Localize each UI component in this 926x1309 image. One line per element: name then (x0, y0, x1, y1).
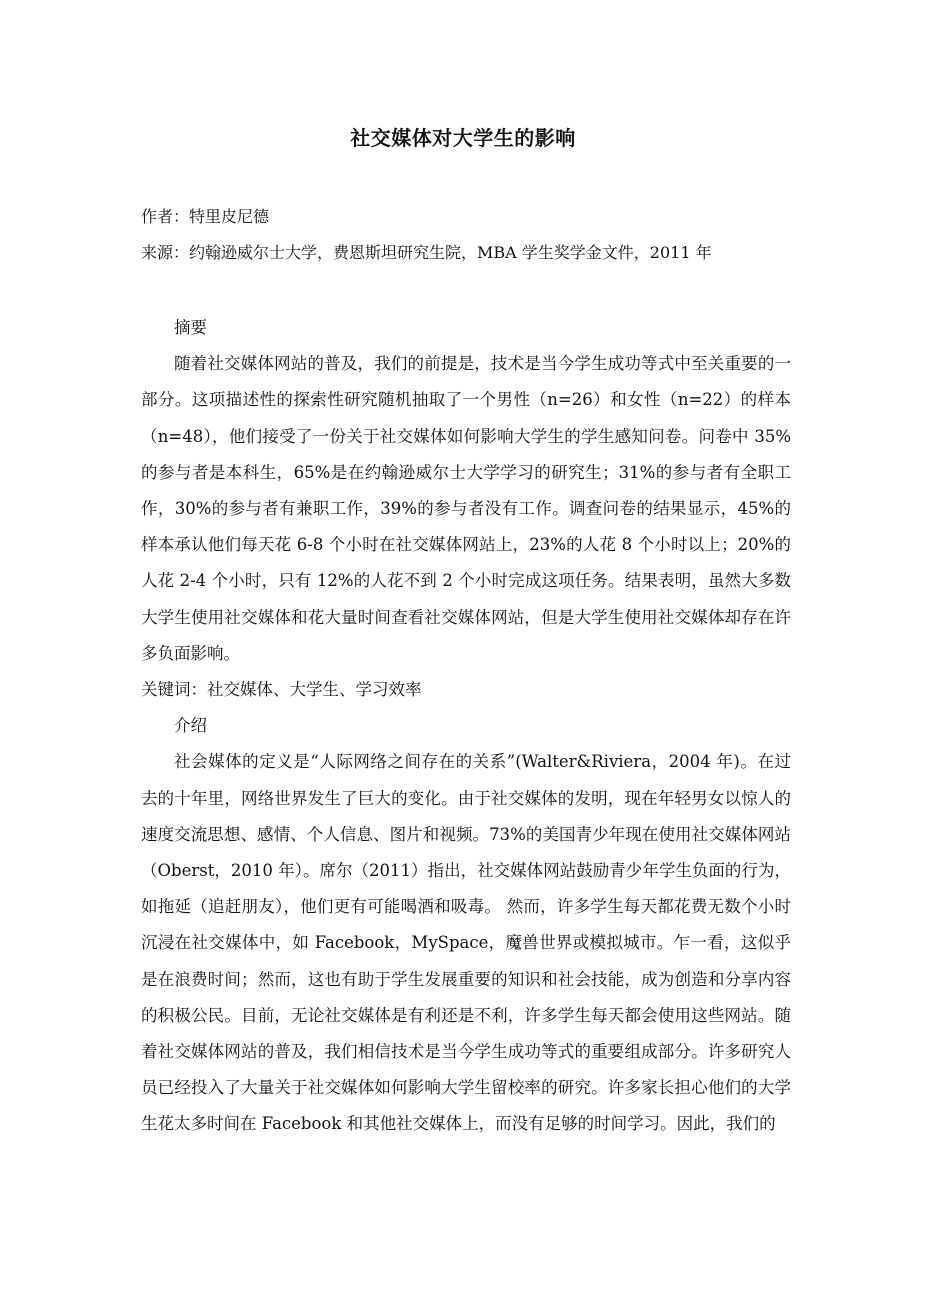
document-title: 社交媒体对大学生的影响 (350, 126, 576, 150)
keywords-line: 关键词：社交媒体、大学生、学习效率 (141, 680, 422, 700)
abstract-paragraph: 随着社交媒体网站的普及，我们的前提是，技术是当今学生成功等式中至关重要的一部分。这项描述性的探索性研究随机抽取了一个男性（n=26）和女性（n=22）的样本（n=48），他们接受了一份关于社交媒体如何影响大学生的学生感知问卷。问卷中 35%的参与者是本科生，65%是在约翰逊威尔士大学学习的研究生；31%的参与者有全职工作，30%的参与者有兼职工作，39%的参与者没有工作。调查问卷的结果显示，45%的样本承认他们每天花 6-8 个小时在社交媒体网站上，23%的人花 8 个小时以上；20%的人花 2-4 个小时，只有 12%的人花不到 2 个小时完成这项任务。结果表明，虽然大多数大学生使用社交媒体和花大量时间查看社交媒体网站，但是大学生使用社交媒体却存在许多负面影响。 (141, 354, 791, 663)
abstract-heading: 摘要 (174, 318, 207, 337)
source-line: 来源：约翰逊威尔士大学，费恩斯坦研究生院，MBA 学生奖学金文件，2011 年 (141, 243, 712, 262)
introduction-heading: 介绍 (174, 716, 207, 736)
introduction-paragraph: 社会媒体的定义是“人际网络之间存在的关系”(Walter&Riviera，2004 年)。在过去的十年里，网络世界发生了巨大的变化。由于社交媒体的发明，现在年轻男女以惊人的速度交流思想、感情、个人信息、图片和视频。73%的美国青少年现在使用社交媒体网站（Oberst，2010 年）。席尔（2011）指出，社交媒体网站鼓励青少年学生负面的行为，如拖延（追赶朋友），他们更有可能喝酒和吸毒。 然而，许多学生每天都花费无数个小时沉浸在社交媒体中，如 Facebook，MySpace，魔兽世界或模拟城市。乍一看，这似乎是在浪费时间；然而，这也有助于学生发展重要的知识和社会技能，成为创造和分享内容的积极公民。目前，无论社交媒体是有利还是不利，许多学生每天都会使用这些网站。随着社交媒体网站的普及，我们相信技术是当今学生成功等式的重要组成部分。许多研究人员已经投入了大量关于社交媒体如何影响大学生留校率的研究。许多家长担心他们的大学生花太多时间在 Facebook 和其他社交媒体上，而没有足够的时间学习。因此，我们的 (141, 752, 791, 1134)
document-body (141, 310, 791, 1143)
author-line: 作者：特里皮尼德 (141, 207, 270, 226)
